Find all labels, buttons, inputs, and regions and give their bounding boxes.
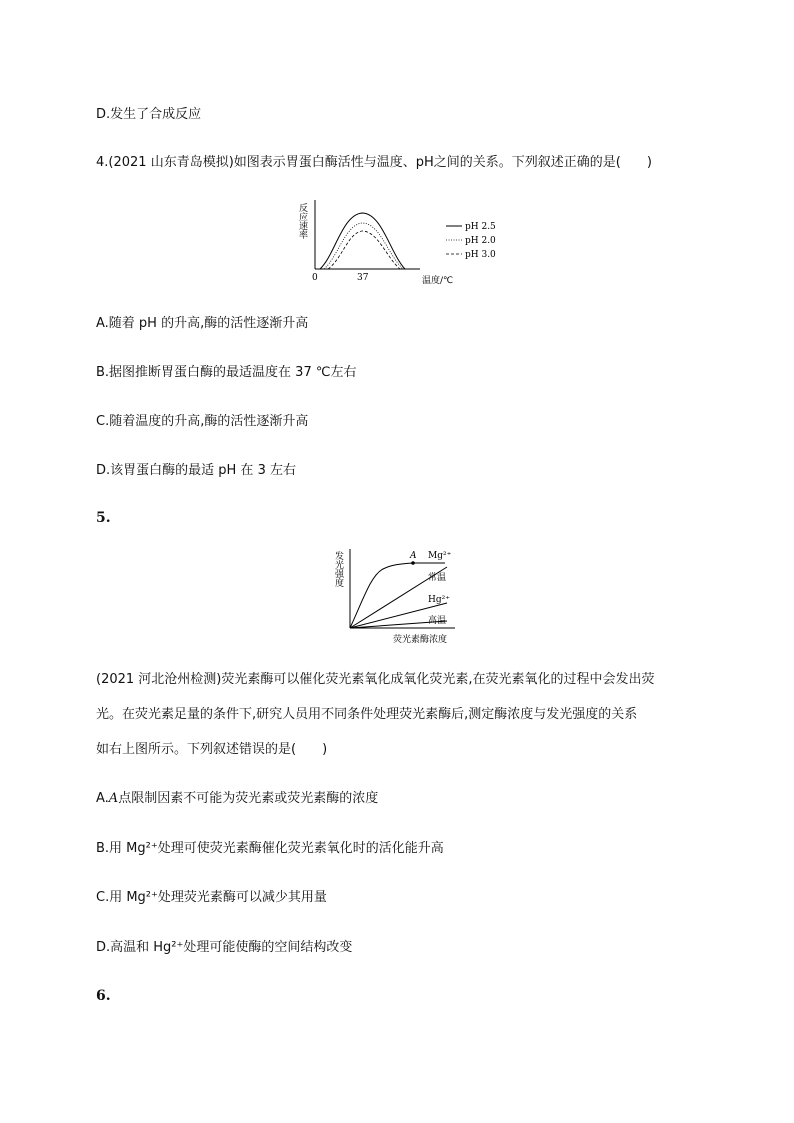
- q5-stem-line-1: (2021 河北沧州检测)荧光素酶可以催化荧光素氧化成氧化荧光素,在荧光素氧化的过程中会发出荧: [96, 672, 655, 687]
- q4-option-c: C.随着温度的升高,酶的活性逐渐升高: [96, 414, 309, 429]
- q5-label-hg: Hg²⁺: [428, 595, 450, 605]
- q4-ylabel: 反应速率: [297, 203, 307, 239]
- q4-option-a: A.随着 pH 的升高,酶的活性逐渐升高: [96, 316, 309, 331]
- q4-xlabel: 温度/℃: [422, 276, 454, 286]
- q5-label-high: 高温: [428, 616, 447, 626]
- q5-figure: [333, 545, 473, 654]
- q5-ylabel: 发光强度: [333, 551, 343, 587]
- q4-legend-1: pH 2.5: [465, 222, 496, 232]
- q4-figure: [290, 195, 500, 294]
- q5-option-a-prefix: A.: [96, 791, 109, 806]
- q3-option-d: D.发生了合成反应: [96, 107, 202, 122]
- q5-option-a-rest: 点限制因素不可能为荧光素或荧光素酶的浓度: [118, 791, 379, 806]
- q4-stem: 4.(2021 山东青岛模拟)如图表示胃蛋白酶活性与温度、pH之间的关系。下列叙述正确的是( ): [96, 155, 652, 170]
- q5-xlabel: 荧光素酶浓度: [393, 635, 448, 645]
- q5-stem-line-2: 光。在荧光素足量的条件下,研究人员用不同条件处理荧光素酶后,测定酶浓度与发光强度的关系: [96, 707, 638, 722]
- q4-origin: 0: [312, 273, 318, 283]
- q4-option-d: D.该胃蛋白酶的最适 pH 在 3 左右: [96, 463, 296, 478]
- q5-label-mg: Mg²⁺: [428, 551, 452, 561]
- q4-legend-3: pH 3.0: [465, 250, 496, 260]
- q4-x-tick: 37: [357, 273, 369, 283]
- q5-number: 5.: [96, 510, 111, 526]
- q5-option-a-italic: A: [108, 791, 119, 806]
- q6-number: 6.: [96, 988, 111, 1004]
- q5-option-a: [96, 789, 378, 809]
- q5-label-normal: 常温: [428, 573, 447, 583]
- q4-option-b: B.据图推断胃蛋白酶的最适温度在 37 ℃左右: [96, 365, 357, 380]
- q4-legend-2: pH 2.0: [465, 236, 496, 246]
- q5-stem-line-3: 如右上图所示。下列叙述错误的是( ): [96, 742, 328, 757]
- q5-option-c: C.用 Mg²⁺处理荧光素酶可以减少其用量: [96, 890, 327, 905]
- q5-option-b: B.用 Mg²⁺处理可使荧光素酶催化荧光素氧化时的活化能升高: [96, 841, 444, 856]
- q5-option-d: D.高温和 Hg²⁺处理可能使酶的空间结构改变: [96, 940, 353, 955]
- q5-point-a: [411, 561, 415, 565]
- q5-point-a-label: A: [410, 551, 417, 561]
